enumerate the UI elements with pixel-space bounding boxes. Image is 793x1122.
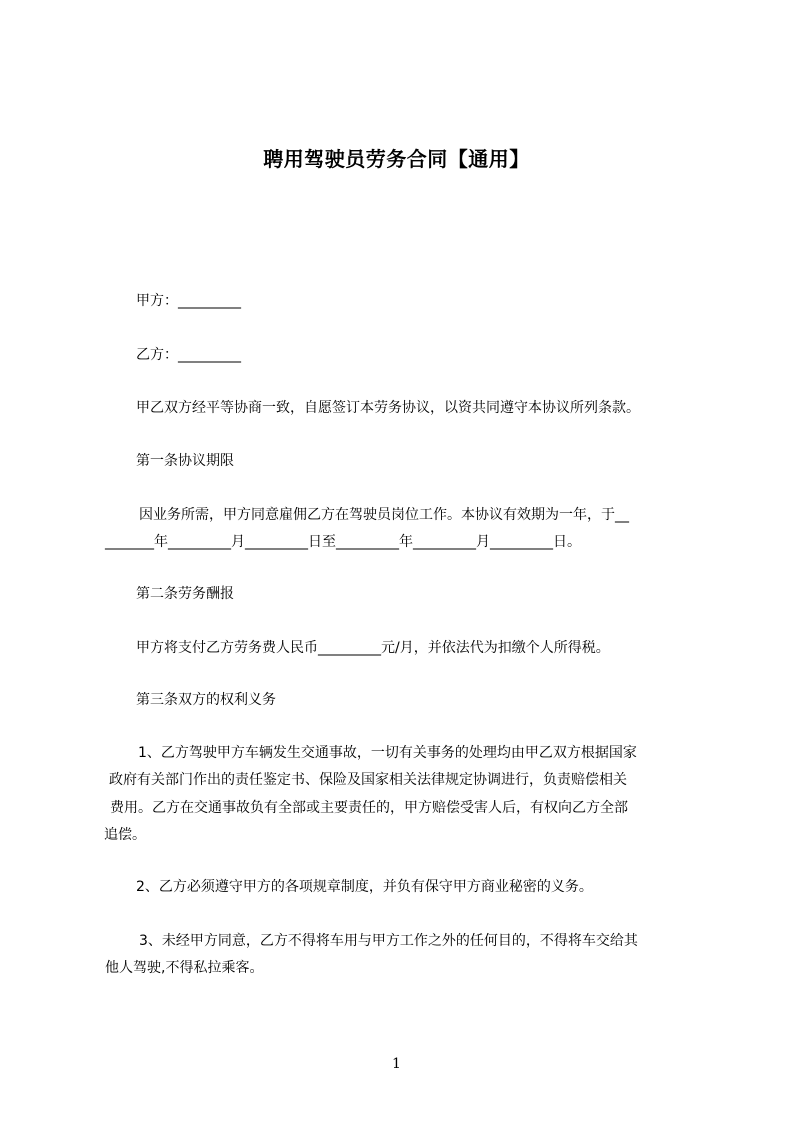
clause-1-line-3: 费用。乙方在交通事故负有全部或主要责任的，甲方赔偿受害人后，有权向乙方全部	[110, 800, 628, 816]
article-3-heading: 第三条双方的权利义务	[136, 692, 276, 708]
article-1-text-line-2: _______年_________月_________日至_________年_________月_________日。	[105, 534, 581, 550]
clause-1-line-4: 追偿。	[104, 827, 146, 843]
article-2-text: 甲方将支付乙方劳务费人民币_________元/月，并依法代为扣缴个人所得税。	[136, 640, 610, 656]
article-1-heading: 第一条协议期限	[136, 453, 234, 469]
party-a-line: 甲方：_________	[136, 293, 241, 309]
clause-1-line-1: 1、乙方驾驶甲方车辆发生交通事故，一切有关事务的处理均由甲乙双方根据国家	[138, 745, 637, 761]
document-title: 聘用驾驶员劳务合同【通用】	[263, 147, 530, 171]
intro-paragraph: 甲乙双方经平等协商一致，自愿签订本劳务协议，以资共同遵守本协议所列条款。	[136, 400, 640, 416]
clause-2: 2、乙方必须遵守甲方的各项规章制度，并负有保守甲方商业秘密的义务。	[136, 879, 593, 895]
article-1-text-line-1: 因业务所需，甲方同意雇佣乙方在驾驶员岗位工作。本协议有效期为一年，于__	[139, 507, 629, 523]
clause-1-line-2: 政府有关部门作出的责任鉴定书、保险及国家相关法律规定协调进行，负责赔偿相关	[109, 772, 627, 788]
article-2-heading: 第二条劳务酬报	[136, 586, 234, 602]
clause-3-line-2: 他人驾驶,不得私拉乘客。	[105, 960, 264, 976]
page-number: 1	[392, 1056, 401, 1072]
clause-3-line-1: 3、未经甲方同意，乙方不得将车用与甲方工作之外的任何目的，不得将车交给其	[139, 933, 638, 949]
party-b-line: 乙方：_________	[136, 347, 241, 363]
